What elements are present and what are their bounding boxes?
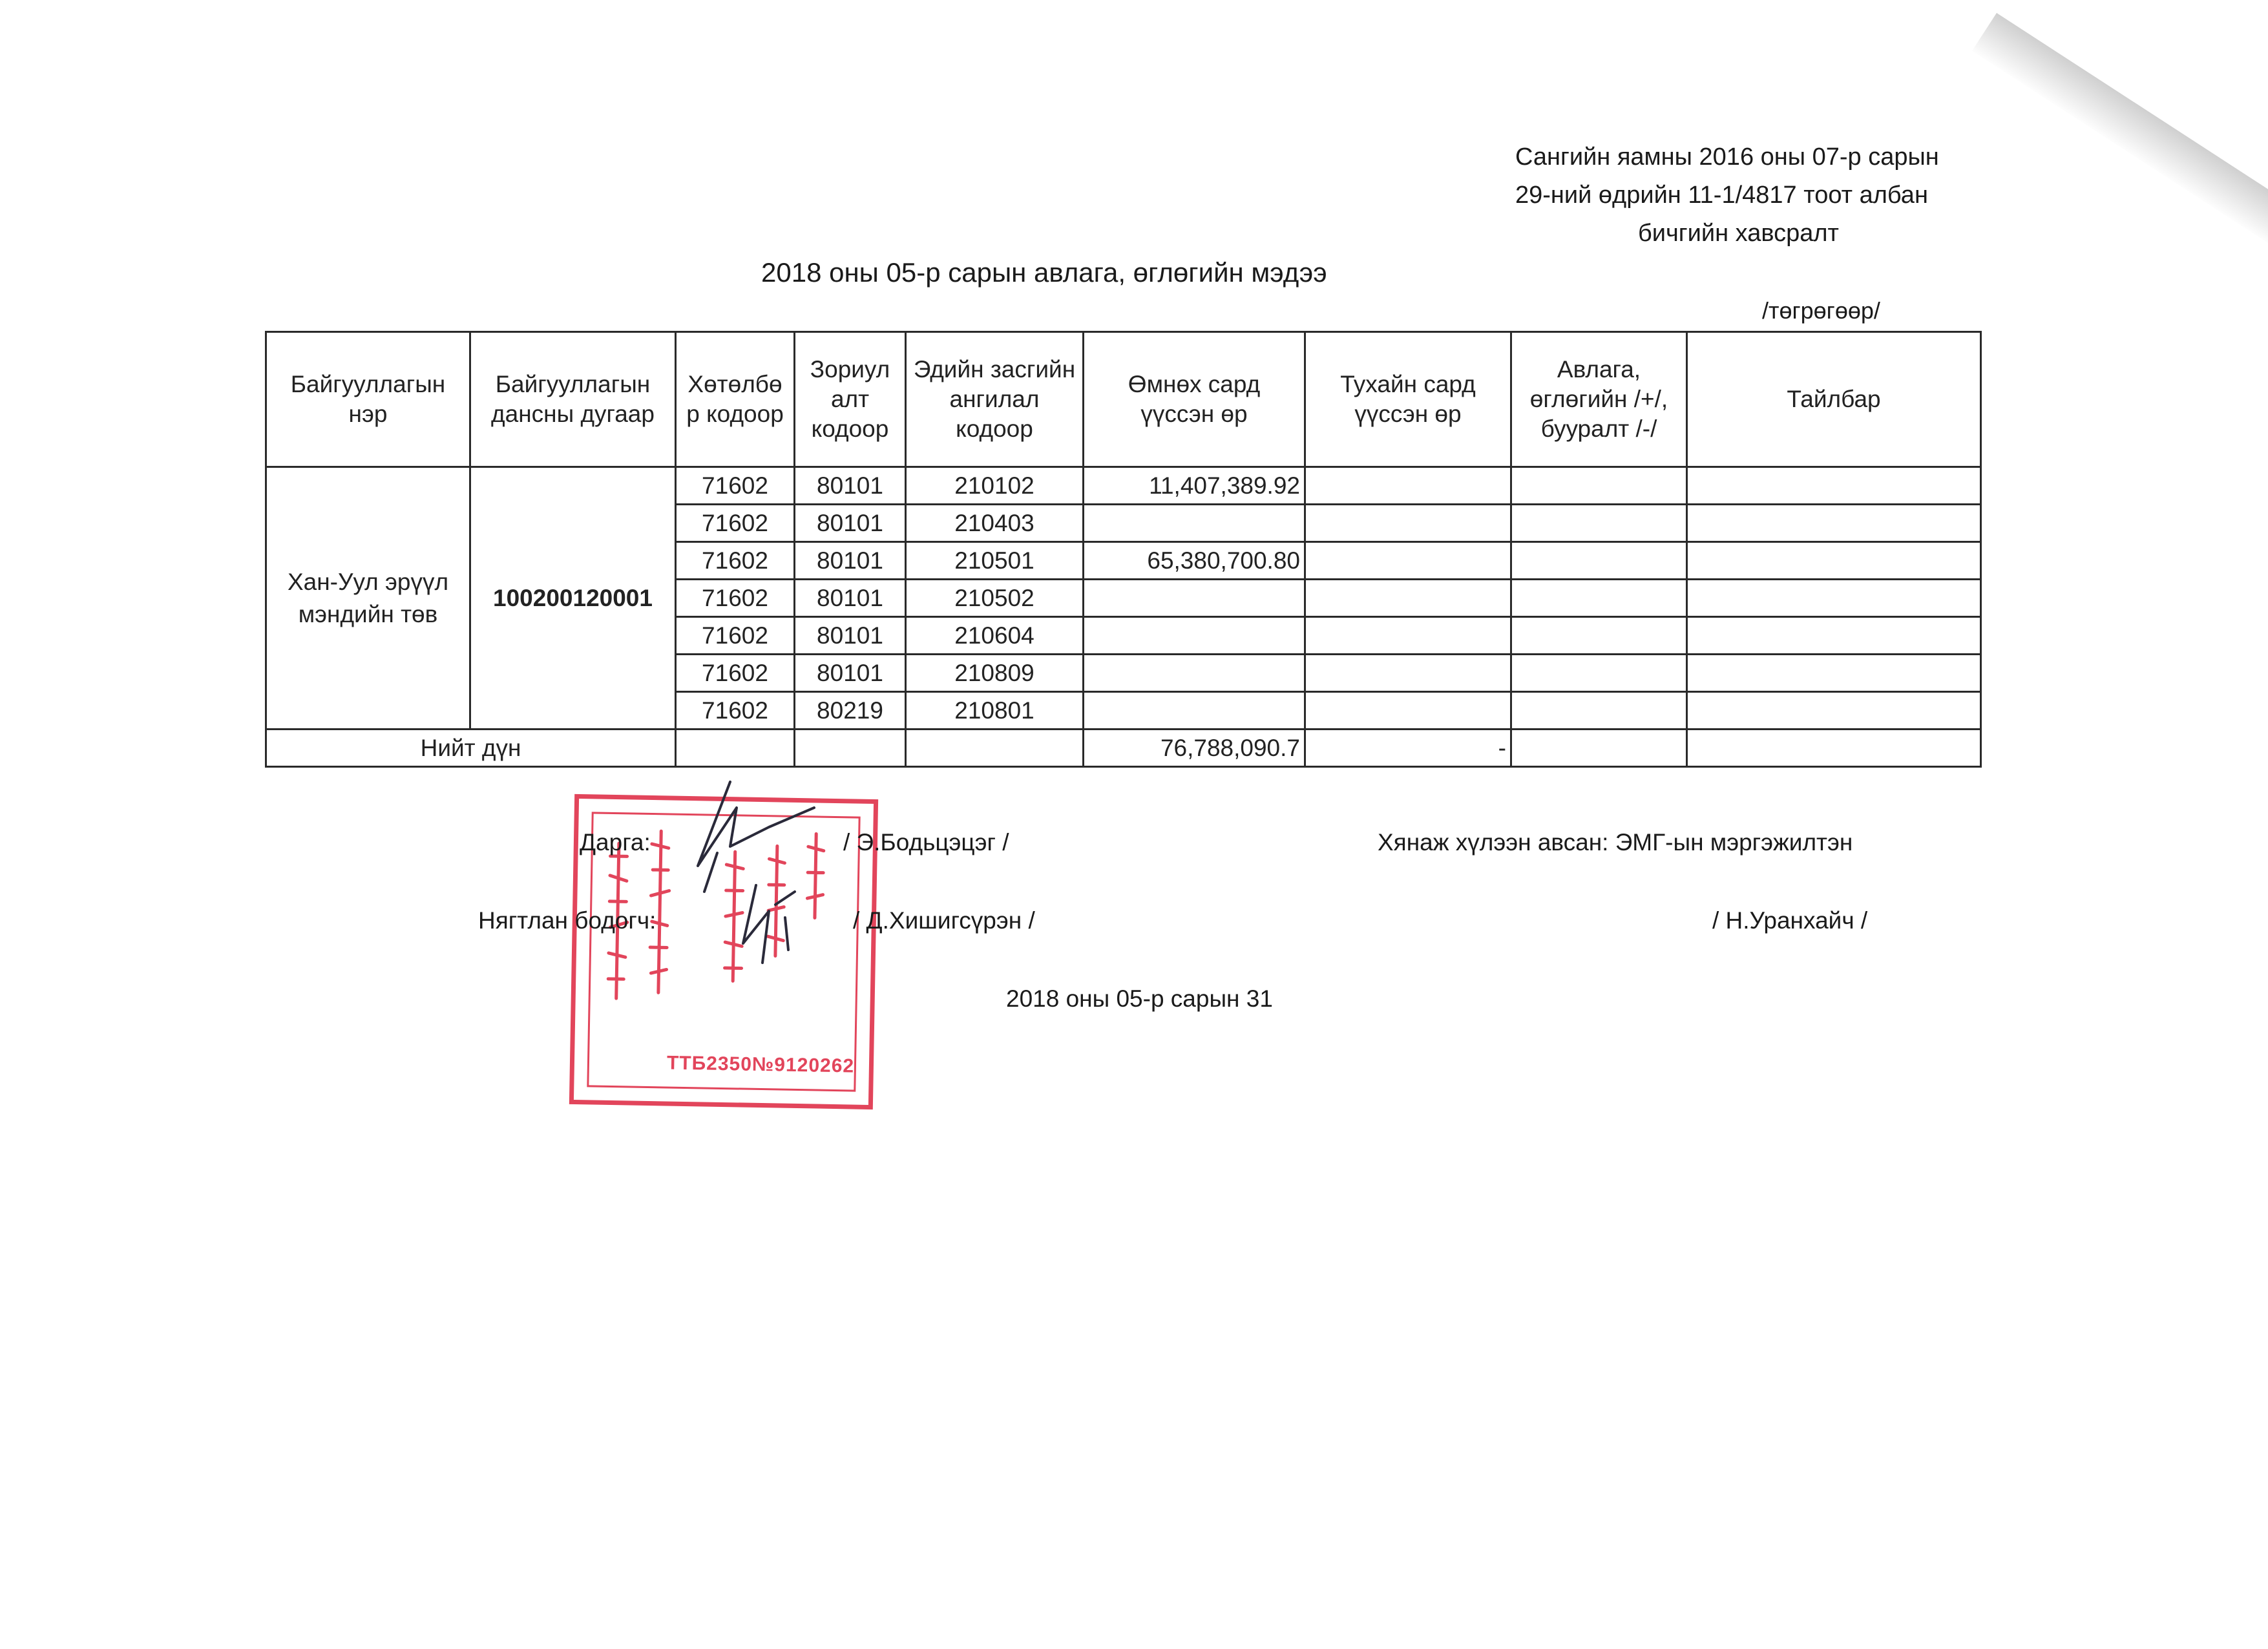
- change-cell: [1511, 505, 1687, 542]
- header-this-month-debt: Тухайн сард үүссэн өр: [1305, 332, 1511, 467]
- purpose-code-cell: 80101: [795, 655, 906, 692]
- total-program-cell: [676, 730, 795, 767]
- change-cell: [1511, 655, 1687, 692]
- program-code-cell: 71602: [676, 692, 795, 730]
- scan-corner-shadow: [1972, 13, 2268, 262]
- note-cell: [1687, 505, 1981, 542]
- this-month-cell: [1305, 467, 1511, 505]
- this-month-cell: [1305, 692, 1511, 730]
- header-note: Тайлбар: [1687, 332, 1981, 467]
- prev-month-cell: [1084, 580, 1305, 617]
- total-econ-cell: [906, 730, 1084, 767]
- program-code-cell: 71602: [676, 505, 795, 542]
- change-cell: [1511, 542, 1687, 580]
- total-note-cell: [1687, 730, 1981, 767]
- econ-code-cell: 210604: [906, 617, 1084, 655]
- purpose-code-cell: 80101: [795, 617, 906, 655]
- this-month-cell: [1305, 580, 1511, 617]
- prev-month-cell: 65,380,700.80: [1084, 542, 1305, 580]
- reviewer-name: / Н.Уранхайч /: [1712, 907, 1868, 934]
- purpose-code-cell: 80101: [795, 580, 906, 617]
- program-code-cell: 71602: [676, 655, 795, 692]
- report-title: 2018 оны 05-р сарын авлага, өглөгийн мэдээ: [761, 257, 1327, 288]
- header-purpose-code: Зориул алт кодоор: [795, 332, 906, 467]
- header-prev-month-debt: Өмнөх сард үүссэн өр: [1084, 332, 1305, 467]
- purpose-code-cell: 80219: [795, 692, 906, 730]
- change-cell: [1511, 467, 1687, 505]
- prev-month-cell: [1084, 505, 1305, 542]
- header-change: Авлага, өглөгийн /+/, бууралт /-/: [1511, 332, 1687, 467]
- program-code-cell: 71602: [676, 467, 795, 505]
- total-prev-month: 76,788,090.7: [1084, 730, 1305, 767]
- this-month-cell: [1305, 505, 1511, 542]
- reference-line-3: бичгийн хавсралт: [1638, 220, 1839, 247]
- header-program-code: Хөтөлбө р кодоор: [676, 332, 795, 467]
- total-change-cell: [1511, 730, 1687, 767]
- total-label: Нийт дүн: [266, 730, 676, 767]
- stamp-code: ТТБ2350№9120262: [666, 1052, 855, 1077]
- prev-month-cell: 11,407,389.92: [1084, 467, 1305, 505]
- this-month-cell: [1305, 617, 1511, 655]
- econ-code-cell: 210501: [906, 542, 1084, 580]
- currency-unit: /төгрөгөөр/: [1762, 297, 1880, 324]
- purpose-code-cell: 80101: [795, 467, 906, 505]
- program-code-cell: 71602: [676, 580, 795, 617]
- org-name-cell: Хан-Уул эрүүл мэндийн төв: [266, 467, 470, 730]
- change-cell: [1511, 617, 1687, 655]
- prev-month-cell: [1084, 692, 1305, 730]
- reviewer-label: Хянаж хүлээн авсан: ЭМГ-ын мэргэжилтэн: [1378, 829, 1853, 856]
- prev-month-cell: [1084, 655, 1305, 692]
- header-org-name: Байгууллагын нэр: [266, 332, 470, 467]
- total-row: [266, 730, 1981, 767]
- table-row: [266, 467, 1981, 505]
- program-code-cell: 71602: [676, 542, 795, 580]
- change-cell: [1511, 692, 1687, 730]
- econ-code-cell: 210403: [906, 505, 1084, 542]
- purpose-code-cell: 80101: [795, 505, 906, 542]
- total-purpose-cell: [795, 730, 906, 767]
- accountant-name: / Д.Хишигсүрэн /: [853, 907, 1035, 934]
- director-name: / Э.Бодьцэцэг /: [843, 829, 1009, 856]
- handwritten-signature: [659, 769, 840, 982]
- reference-line-2: 29-ний өдрийн 11-1/4817 тоот албан: [1515, 182, 1928, 209]
- director-label: Дарга:: [580, 829, 651, 856]
- note-cell: [1687, 692, 1981, 730]
- header-econ-code: Эдийн засгийн ангилал кодоор: [906, 332, 1084, 467]
- total-this-month: -: [1305, 730, 1511, 767]
- econ-code-cell: 210801: [906, 692, 1084, 730]
- report-table: [265, 331, 1982, 768]
- note-cell: [1687, 542, 1981, 580]
- this-month-cell: [1305, 655, 1511, 692]
- econ-code-cell: 210102: [906, 467, 1084, 505]
- this-month-cell: [1305, 542, 1511, 580]
- accountant-label: Нягтлан бодогч:: [478, 907, 656, 934]
- note-cell: [1687, 617, 1981, 655]
- note-cell: [1687, 467, 1981, 505]
- prev-month-cell: [1084, 617, 1305, 655]
- econ-code-cell: 210502: [906, 580, 1084, 617]
- note-cell: [1687, 580, 1981, 617]
- report-date: 2018 оны 05-р сарын 31: [1006, 985, 1273, 1012]
- note-cell: [1687, 655, 1981, 692]
- reference-line-1: Сангийн яамны 2016 оны 07-р сарын: [1515, 143, 1939, 171]
- econ-code-cell: 210809: [906, 655, 1084, 692]
- purpose-code-cell: 80101: [795, 542, 906, 580]
- header-row: [266, 332, 1981, 467]
- change-cell: [1511, 580, 1687, 617]
- header-account-no: Байгууллагын дансны дугаар: [470, 332, 676, 467]
- account-no-cell: 100200120001: [470, 467, 676, 730]
- program-code-cell: 71602: [676, 617, 795, 655]
